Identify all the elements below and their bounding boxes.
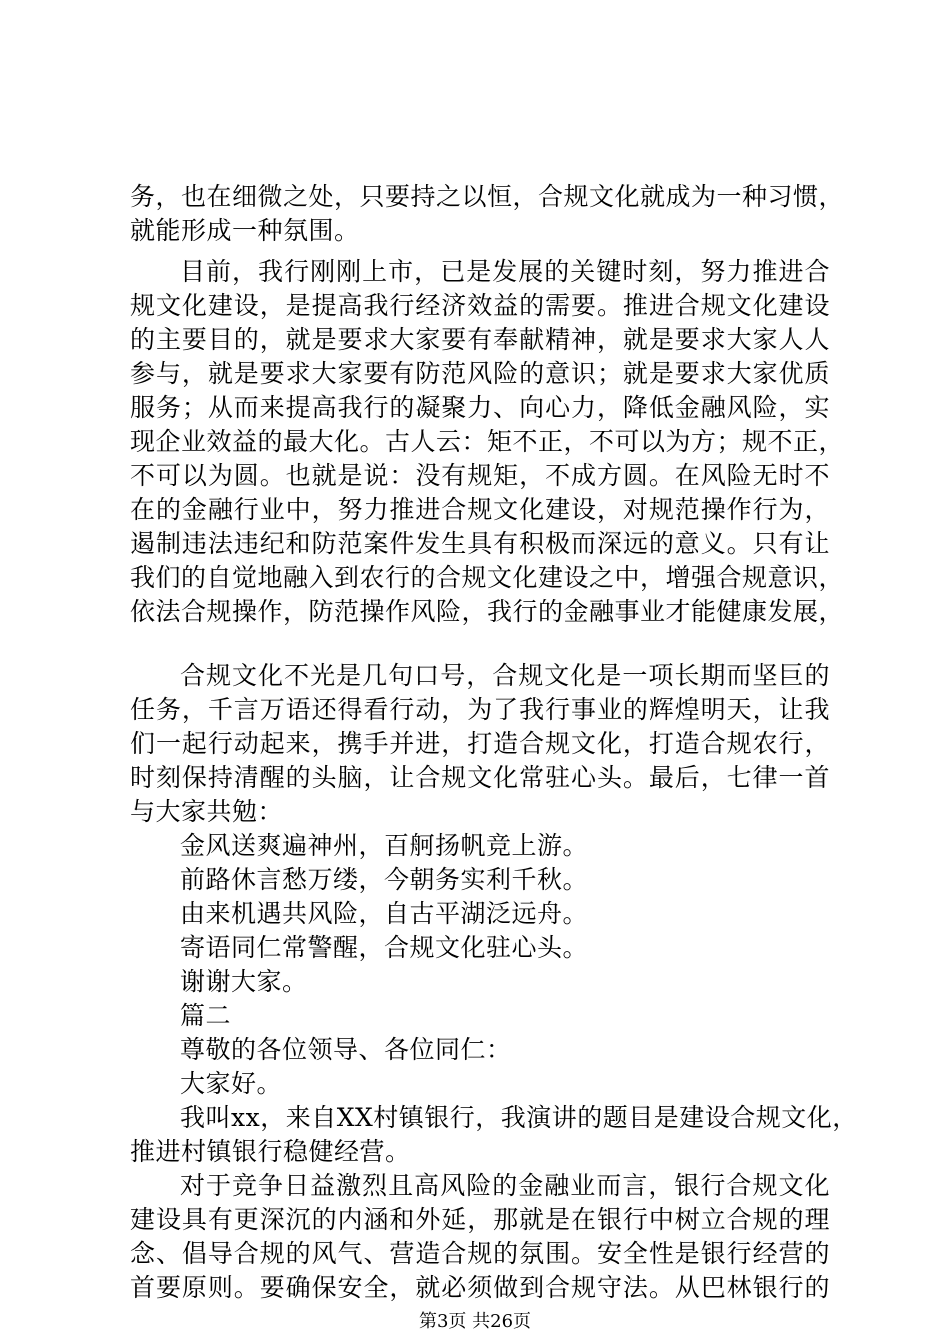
text-line: 不可以为圆。也就是说：没有规矩，不成方圆。在风险无时不 [130, 461, 830, 490]
text-line: 大家好。 [180, 1069, 283, 1098]
text-line: 我叫xx，来自XX村镇银行，我演讲的题目是建设合规文化， [180, 1103, 858, 1132]
text-line: 的主要目的，就是要求大家要有奉献精神，就是要求大家人人 [130, 325, 830, 354]
text-line: 时刻保持清醒的头脑，让合规文化常驻心头。最后，七律一首 [130, 763, 830, 792]
text-line: 我们的自觉地融入到农行的合规文化建设之中，增强合规意识， [130, 563, 845, 592]
poem-line: 前路休言愁万缕，今朝务实利千秋。 [180, 865, 589, 894]
page-number-footer: 第3页 共26页 [418, 1311, 532, 1332]
text-line: 合规文化不光是几句口号，合规文化是一项长期而坚巨的 [180, 661, 830, 690]
text-line: 务，也在细微之处，只要持之以恒，合规文化就成为一种习惯， [130, 182, 845, 211]
text-line: 对于竞争日益激烈且高风险的金融业而言，银行合规文化 [180, 1171, 830, 1200]
text-line: 念、倡导合规的风气、营造合规的氛围。安全性是银行经营的 [130, 1239, 830, 1268]
text-line: 规文化建设，是提高我行经济效益的需要。推进合规文化建设 [130, 291, 830, 320]
poem-line: 金风送爽遍神州，百舸扬帆竞上游。 [180, 831, 589, 860]
text-line: 与大家共勉： [130, 797, 284, 826]
text-line: 服务；从而来提高我行的凝聚力、向心力，降低金融风险，实 [130, 393, 830, 422]
text-line: 推进村镇银行稳健经营。 [130, 1137, 411, 1166]
text-line: 在的金融行业中，努力推进合规文化建设，对规范操作行为， [130, 495, 830, 524]
text-line: 谢谢大家。 [180, 967, 308, 996]
text-line: 任务，千言万语还得看行动，为了我行事业的辉煌明天，让我 [130, 695, 830, 724]
text-line: 建设具有更深沉的内涵和外延，那就是在银行中树立合规的理 [130, 1205, 830, 1234]
text-line: 目前，我行刚刚上市，已是发展的关键时刻，努力推进合 [180, 257, 830, 286]
text-line: 遏制违法违纪和防范案件发生具有积极而深远的意义。只有让 [130, 529, 830, 558]
text-line: 就能形成一种氛围。 [130, 216, 360, 245]
text-line: 现企业效益的最大化。古人云：矩不正，不可以为方；规不正， [130, 427, 845, 456]
text-line: 尊敬的各位领导、各位同仁： [180, 1035, 512, 1064]
poem-line: 寄语同仁常警醒，合规文化驻心头。 [180, 933, 589, 962]
text-line: 参与，就是要求大家要有防范风险的意识；就是要求大家优质 [130, 359, 830, 388]
section-heading: 篇二 [180, 1001, 232, 1030]
text-line: 依法合规操作，防范操作风险，我行的金融事业才能健康发展， [130, 597, 845, 626]
text-line: 首要原则。要确保安全，就必须做到合规守法。从巴林银行的 [130, 1273, 830, 1302]
poem-line: 由来机遇共风险，自古平湖泛远舟。 [180, 899, 589, 928]
text-line: 们一起行动起来，携手并进，打造合规文化，打造合规农行， [130, 729, 830, 758]
